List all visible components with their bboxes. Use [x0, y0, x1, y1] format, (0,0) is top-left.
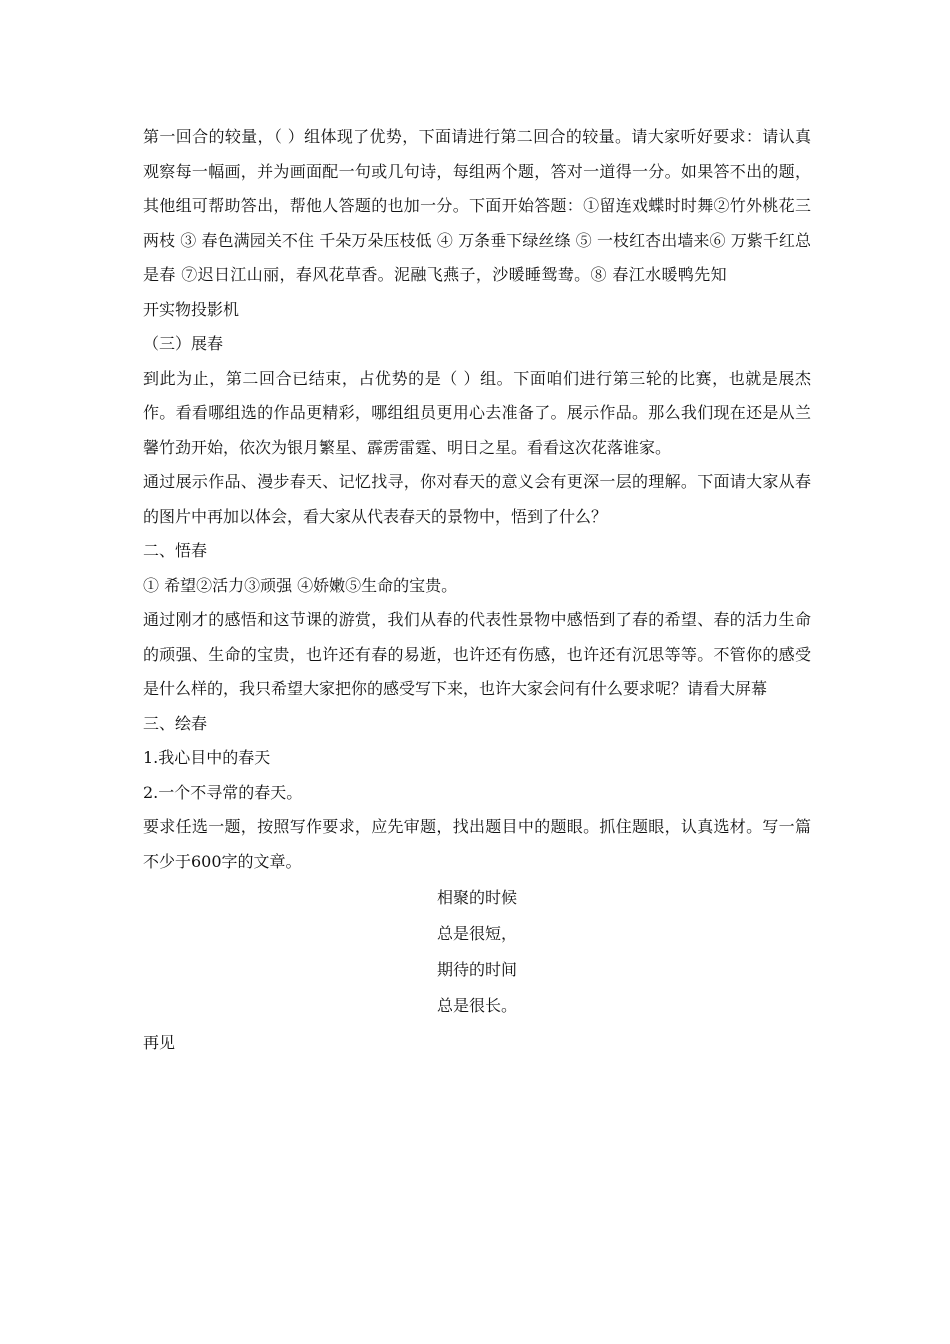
paragraph-feelings: 通过刚才的感悟和这节课的游赏，我们从春的代表性景物中感悟到了春的希望、春的活力生命的顽强、生命的宝贵，也许还有春的易逝，也许还有伤感，也许还有沉思等等。不管你的感受是什么样的，我只希望大家把你的感受写下来，也许大家会问有什么要求呢？请看大屏幕: [143, 610, 811, 698]
topic-item-1: 1.我心目中的春天: [143, 748, 271, 767]
projector-note: 开实物投影机: [143, 299, 240, 319]
paragraph-round-three: 到此为止，第二回合已结束，占优势的是（ ）组。下面咱们进行第三轮的比赛，也就是展杰作。看看哪组选的作品更精彩，哪组组员更用心去准备了。展示作品。那么我们现在还是从兰馨竹劲开始，依次为银月繁星、霹雳雷霆、明日之星。看看这次花落谁家。: [143, 368, 811, 457]
heading-zhanchun: （三）展春: [143, 334, 224, 353]
paragraph-round-two: [143, 120, 811, 327]
poem-line-3: 期待的时间: [436, 960, 517, 979]
poem-line-2: 总是很短，: [436, 924, 517, 943]
poem: [143, 880, 811, 1024]
heading-wuchun: 二、悟春: [143, 541, 208, 560]
paragraph-writing-requirement: 要求任选一题，按照写作要求，应先审题，找出题目中的题眼。抓住题眼，认真选材。写一篇不少于600字的文章。: [143, 817, 811, 871]
heading-huichun: 三、绘春: [143, 713, 208, 733]
closing-text: 再见: [143, 1033, 176, 1052]
list-insights: ① 希望②活力③顽强 ④娇嫩⑤生命的宝贵。: [143, 575, 458, 595]
document-page: [143, 120, 811, 1061]
paragraph-reflection-intro: 通过展示作品、漫步春天、记忆找寻，你对春天的意义会有更深一层的理解。下面请大家从春的图片中再加以体会，看大家从代表春天的景物中，悟到了什么？: [143, 472, 811, 526]
poem-line-4: 总是很长。: [436, 996, 517, 1015]
paragraph-round-two-text: 第一回合的较量，（ ）组体现了优势，下面请进行第二回合的较量。请大家听好要求：请认真观察每一幅画，并为画面配一句或几句诗，每组两个题，答对一道得一分。如果答不出的题，其他组可帮助答出，帮他人答题的也加一分。下面开始答题：①留连戏蝶时时舞②竹外桃花三两枝 ③ 春色满园关不住 千朵万朵压枝低 ④ 万条垂下绿丝绦 ⑤ 一枝红杏出墙来⑥ 万紫千红总是春 ⑦迟日江山丽，春风花草香。泥融飞燕子，沙暖睡鸳鸯。⑧ 春江水暖鸭先知: [143, 127, 811, 284]
topic-item-2: 2.一个不寻常的春天。: [143, 782, 303, 802]
poem-line-1: 相聚的时候: [436, 888, 517, 907]
